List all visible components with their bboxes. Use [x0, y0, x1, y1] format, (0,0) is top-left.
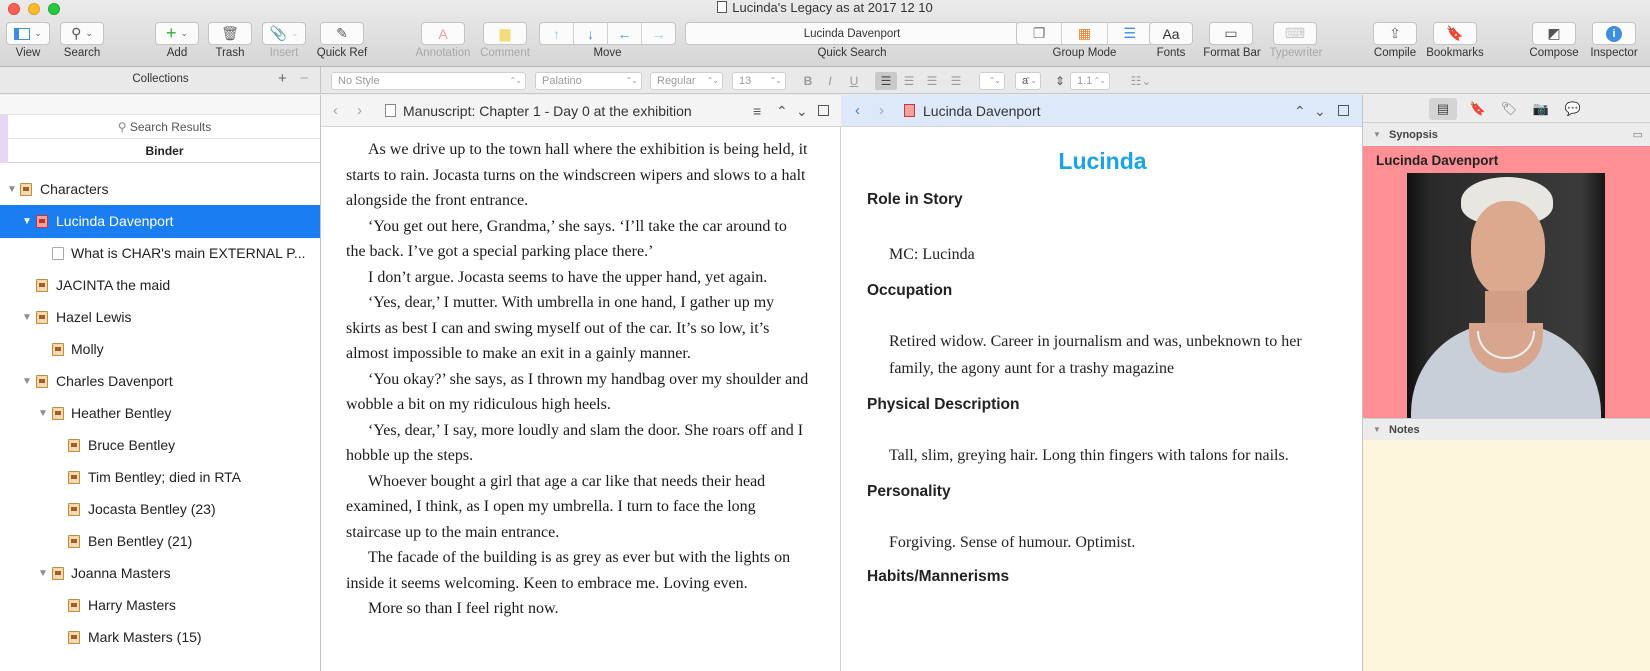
typewriter-button[interactable]	[1273, 22, 1317, 45]
notes-label: Notes	[1389, 424, 1420, 436]
manuscript-paragraph: The facade of the building is as grey as ever but with the lights on inside it seems welcoming. Keen to embrace me. Loving even.	[346, 549, 791, 592]
typewriter-icon: ⌨	[1284, 25, 1306, 41]
fonts-label: Fonts	[1156, 47, 1186, 59]
binder-item-label: Lucinda Davenport	[56, 213, 174, 229]
binder-item-label: Jocasta Bentley (23)	[88, 501, 216, 517]
compose-label: Compose	[1529, 47, 1579, 59]
fonts-button[interactable]	[1149, 22, 1193, 45]
notes-section-header[interactable]	[1363, 418, 1650, 440]
document-icon	[385, 104, 396, 117]
chevron-down-icon: ⌄	[290, 28, 299, 38]
character-sheet-icon	[52, 407, 64, 420]
forward-arrow-icon[interactable]: ›	[879, 102, 884, 119]
next-document-icon[interactable]: ⌄	[796, 103, 808, 119]
binder-item-molly[interactable]	[0, 333, 320, 366]
binder-item-ben-bentley[interactable]	[0, 525, 320, 558]
photo-face	[1471, 201, 1545, 297]
binder-item-jocasta-bentley[interactable]	[0, 493, 320, 526]
info-icon: i	[1606, 26, 1622, 42]
manuscript-text-area[interactable]	[321, 127, 841, 671]
next-document-icon[interactable]: ⌄	[1314, 103, 1326, 119]
move-right-icon[interactable]: →	[651, 25, 666, 42]
align-right-button[interactable]: ☰	[926, 74, 938, 88]
comment-icon: ▆	[499, 25, 511, 41]
trash-label: Trash	[215, 47, 245, 59]
view-label: View	[15, 47, 41, 59]
paperclip-icon: 📎	[269, 25, 287, 41]
binder-item-label: Joanna Masters	[71, 565, 171, 581]
section-body: Tall, slim, greying hair. Long thin fingers with talons for nails.	[889, 447, 1289, 464]
search-icon: ⚲	[71, 25, 82, 41]
compile-label: Compile	[1373, 47, 1417, 59]
character-sheet-icon	[36, 215, 48, 228]
binder-item-hazel-lewis[interactable]	[0, 301, 320, 334]
character-sheet-title: Lucinda	[1058, 148, 1147, 174]
binder-sidebar	[0, 95, 321, 671]
forward-arrow-icon[interactable]: ›	[357, 102, 362, 119]
move-label: Move	[593, 47, 622, 59]
corkboard-icon[interactable]: ▦	[1062, 23, 1107, 44]
manuscript-paragraph: More so than I feel right now.	[368, 600, 559, 617]
quick-search-field[interactable]	[685, 22, 1019, 45]
list-style-button[interactable]: ☷⌄	[1130, 74, 1152, 88]
manuscript-paragraph: Whoever bought a girl that age a car like that needs their head examined, I think, as I open my umbrella. I turn to face the long staircase up to the main entrance.	[346, 472, 766, 541]
bookmarks-tab-icon[interactable]: 🔖	[1469, 101, 1487, 116]
section-heading: Personality	[867, 483, 951, 500]
metadata-tab-icon[interactable]: 🏷	[1500, 101, 1518, 116]
remove-collection-icon[interactable]: −	[300, 70, 309, 87]
character-sheet-icon	[68, 471, 80, 484]
share-icon: ⇪	[1389, 25, 1401, 41]
format-bar-label: Format Bar	[1203, 47, 1261, 59]
annotation-button[interactable]	[421, 22, 465, 45]
search-results-label: Search Results	[129, 120, 212, 134]
search-results-tab[interactable]	[8, 115, 321, 139]
split-editor-icon[interactable]	[1338, 105, 1349, 116]
disclosure-triangle-icon[interactable]: ▼	[7, 184, 17, 195]
character-sheet-icon	[36, 311, 48, 324]
notes-tab-icon[interactable]: ▤	[1429, 98, 1457, 120]
inspector-panel	[1362, 95, 1650, 671]
character-sheet-text-area[interactable]	[841, 127, 1362, 671]
quick-ref-label: Quick Ref	[316, 47, 368, 59]
binder-item-label: Mark Masters (15)	[88, 629, 202, 645]
view-icon	[14, 28, 30, 40]
previous-document-icon[interactable]: ⌃	[776, 103, 788, 119]
plus-icon: +	[165, 23, 177, 43]
binder-item-charles-davenport[interactable]	[0, 365, 320, 398]
binder-item-harry-masters[interactable]	[0, 589, 320, 622]
search-button[interactable]	[60, 22, 104, 45]
quick-search-label: Quick Search	[817, 47, 887, 59]
character-sheet-icon	[904, 104, 915, 117]
character-sheet-icon	[68, 503, 80, 516]
folder-icon	[20, 183, 32, 196]
section-body: Forgiving. Sense of humour. Optimist.	[889, 534, 1136, 551]
view-button[interactable]	[6, 22, 50, 45]
window-toolbar	[0, 0, 1650, 67]
bold-button[interactable]: B	[803, 74, 813, 88]
right-editor-title: Lucinda Davenport	[923, 103, 1041, 119]
split-editor-icon[interactable]	[818, 105, 829, 116]
section-heading: Habits/Mannerisms	[867, 568, 1010, 585]
move-segmented-control	[539, 22, 676, 45]
binder-item-label: Charles Davenport	[56, 373, 173, 389]
character-sheet-icon	[68, 631, 80, 644]
underline-button[interactable]: U	[849, 74, 859, 88]
binder-item-external-problem[interactable]	[0, 237, 320, 270]
binder-item-label: Heather Bentley	[71, 405, 172, 421]
move-up-icon[interactable]: ↑	[540, 23, 574, 44]
compose-button[interactable]	[1532, 22, 1576, 45]
add-label: Add	[166, 47, 188, 59]
format-bar	[0, 67, 1650, 94]
chevron-down-icon: ⌄	[85, 28, 93, 38]
scrivenings-icon[interactable]: ❐	[1017, 23, 1062, 44]
binder-item-lucinda-davenport[interactable]	[0, 205, 320, 238]
character-sheet-icon	[52, 567, 64, 580]
annotation-label: Annotation	[415, 47, 471, 59]
font-size-select[interactable]: 13 ⌃⌄	[732, 72, 786, 90]
line-spacing-icon: ⇕	[1054, 74, 1066, 88]
back-arrow-icon[interactable]: ‹	[333, 102, 338, 119]
manuscript-paragraph: ‘You get out here, Grandma,’ she says. ‘I’ll take the car around to the back. I’ve got a special parking place there.’	[346, 217, 787, 260]
binder-tab[interactable]: Binder	[8, 139, 321, 163]
inspector-tab-bar	[1363, 95, 1650, 123]
character-sheet-icon	[68, 535, 80, 548]
manuscript-paragraph: As we drive up to the town hall where the exhibition is being held, it starts to rain. Jocasta turns on the windscreen wipers and slows to a halt alongside the front entrance.	[346, 141, 808, 209]
binder-item-bruce-bentley[interactable]	[0, 429, 320, 462]
binder-item-label: Bruce Bentley	[88, 437, 176, 453]
binder-item-label: JACINTA the maid	[56, 277, 171, 293]
italic-button[interactable]: I	[828, 74, 832, 88]
binder-item-label: Characters	[40, 181, 109, 197]
trash-button[interactable]	[208, 22, 252, 45]
insert-label: Insert	[269, 47, 299, 59]
compose-icon: ◩	[1547, 25, 1561, 41]
window-title: Lucinda's Legacy as at 2017 12 10	[0, 0, 1650, 16]
section-body: Retired widow. Career in journalism and was, unbeknown to her family, the agony aunt for a trashy magazine	[889, 333, 1302, 377]
binder-item-label: Ben Bentley (21)	[88, 533, 193, 549]
bookmark-icon: 🔖	[1446, 25, 1464, 41]
trash-icon: 🗑	[221, 25, 239, 41]
compile-button[interactable]	[1373, 22, 1417, 45]
chevron-down-icon: ⌄	[180, 28, 189, 38]
add-button[interactable]	[155, 22, 199, 45]
manuscript-paragraph: ‘Yes, dear,’ I mutter. With umbrella in one hand, I gather up my skirts as best I can and swing myself out of the car. It’s so low, it’s almost impossible to make an exit in a gainly manner.	[346, 294, 775, 362]
collection-color-strip	[0, 115, 8, 163]
quick-ref-icon: ✎	[336, 25, 348, 41]
search-label: Search	[63, 47, 101, 59]
binder-item-tim-bentley[interactable]	[0, 461, 320, 494]
character-sheet-icon	[68, 439, 80, 452]
disclosure-triangle-icon[interactable]: ▼	[22, 312, 32, 323]
disclosure-triangle-icon[interactable]: ▼	[22, 376, 32, 387]
quick-search-value: Lucinda Davenport	[803, 27, 901, 40]
synopsis-label: Synopsis	[1389, 129, 1438, 141]
notes-text-area[interactable]	[1363, 440, 1650, 671]
outline-menu-icon[interactable]: ≡	[753, 103, 762, 119]
right-editor-header	[841, 95, 1362, 127]
format-bar-button[interactable]	[1209, 22, 1253, 45]
comment-label: Comment	[480, 47, 530, 59]
disclosure-triangle-icon[interactable]: ▼	[38, 408, 48, 419]
character-sheet-icon	[52, 343, 64, 356]
binder-item-label: Harry Masters	[88, 597, 176, 613]
collections-header	[0, 67, 321, 94]
binder-item-label: Hazel Lewis	[56, 309, 132, 325]
add-collection-icon[interactable]: +	[278, 70, 287, 87]
outliner-icon[interactable]: ☰	[1123, 25, 1137, 41]
section-heading: Role in Story	[867, 191, 963, 208]
inspector-label: Inspector	[1590, 47, 1638, 59]
binder-item-mark-masters[interactable]	[0, 621, 320, 654]
back-arrow-icon[interactable]: ‹	[855, 102, 860, 119]
bookmarks-label: Bookmarks	[1426, 47, 1484, 59]
font-weight-select[interactable]: Regular ⌃⌄	[650, 72, 723, 90]
move-left-icon[interactable]: ←	[608, 23, 642, 44]
left-editor-title: Manuscript: Chapter 1 - Day 0 at the exhibition	[403, 103, 692, 119]
inspector-button[interactable]	[1592, 22, 1636, 45]
synopsis-card[interactable]	[1363, 146, 1650, 418]
format-bar-icon: ▭	[1224, 25, 1238, 41]
section-heading: Physical Description	[867, 396, 1020, 413]
fonts-icon: Aa	[1162, 25, 1180, 42]
previous-document-icon[interactable]: ⌃	[1294, 103, 1306, 119]
manuscript-paragraph: ‘Yes, dear,’ I say, more loudly and slam the door. She roars off and I hobble up the steps.	[346, 421, 804, 464]
align-center-button[interactable]: ☰	[903, 74, 915, 88]
left-editor-header	[321, 95, 841, 127]
disclosure-triangle-icon[interactable]: ▼	[22, 216, 32, 227]
character-sheet-icon	[68, 599, 80, 612]
group-mode-label: Group Mode	[1052, 47, 1117, 59]
comments-tab-icon[interactable]: 💬	[1564, 101, 1582, 116]
synopsis-view-icon[interactable]: ▭	[1632, 129, 1643, 141]
synopsis-section-header[interactable]	[1363, 124, 1650, 146]
text-document-icon	[52, 247, 64, 260]
search-icon: ⚲	[117, 120, 130, 134]
character-photo	[1407, 173, 1605, 418]
comment-button[interactable]	[483, 22, 527, 45]
typewriter-label: Typewriter	[1269, 47, 1323, 59]
manuscript-paragraph: I don’t argue. Jocasta seems to have the upper hand, yet again.	[368, 268, 768, 286]
bookmarks-button[interactable]	[1433, 22, 1477, 45]
move-down-icon[interactable]: ↓	[574, 23, 608, 44]
binder-item-joanna-masters[interactable]	[0, 557, 320, 590]
highlight-color-select[interactable]	[979, 72, 1005, 90]
align-justify-button[interactable]: ☰	[950, 74, 962, 88]
disclosure-triangle-icon[interactable]: ▼	[38, 568, 48, 579]
section-body: MC: Lucinda	[889, 246, 975, 263]
document-icon	[717, 1, 727, 13]
character-sheet-icon	[36, 375, 48, 388]
quick-ref-button[interactable]	[320, 22, 364, 45]
binder-item-jacinta[interactable]	[0, 269, 320, 302]
binder-item-label: Tim Bentley; died in RTA	[88, 469, 242, 485]
binder-item-label: Molly	[71, 341, 104, 357]
snapshots-tab-icon[interactable]: 📷	[1532, 101, 1550, 116]
style-select[interactable]: No Style ⌃⌄	[331, 72, 526, 90]
annotation-icon: A	[438, 25, 448, 42]
font-family-select[interactable]: Palatino ⌃⌄	[535, 72, 642, 90]
binder-top-strip	[0, 95, 321, 115]
manuscript-paragraph: ‘You okay?’ she says, as I thrown my handbag over my shoulder and wobble a bit on my ridiculous high heels.	[346, 370, 809, 413]
character-sheet-icon	[36, 279, 48, 292]
binder-item-characters[interactable]	[0, 173, 320, 206]
chevron-down-icon: ⌄	[34, 28, 42, 38]
align-left-button[interactable]: ☰	[875, 72, 897, 90]
insert-button[interactable]	[262, 22, 306, 45]
group-mode-segmented-control	[1016, 22, 1153, 45]
text-color-select[interactable]: a ⌃⌄	[1015, 72, 1041, 90]
collections-label: Collections	[132, 73, 189, 85]
section-heading: Occupation	[867, 282, 953, 299]
synopsis-title: Lucinda Davenport	[1376, 153, 1499, 168]
binder-item-label: What is CHAR's main EXTERNAL P...	[71, 245, 306, 261]
binder-item-heather-bentley[interactable]	[0, 397, 320, 430]
line-spacing-select[interactable]: 1.1 ⌃⌄	[1070, 72, 1110, 90]
